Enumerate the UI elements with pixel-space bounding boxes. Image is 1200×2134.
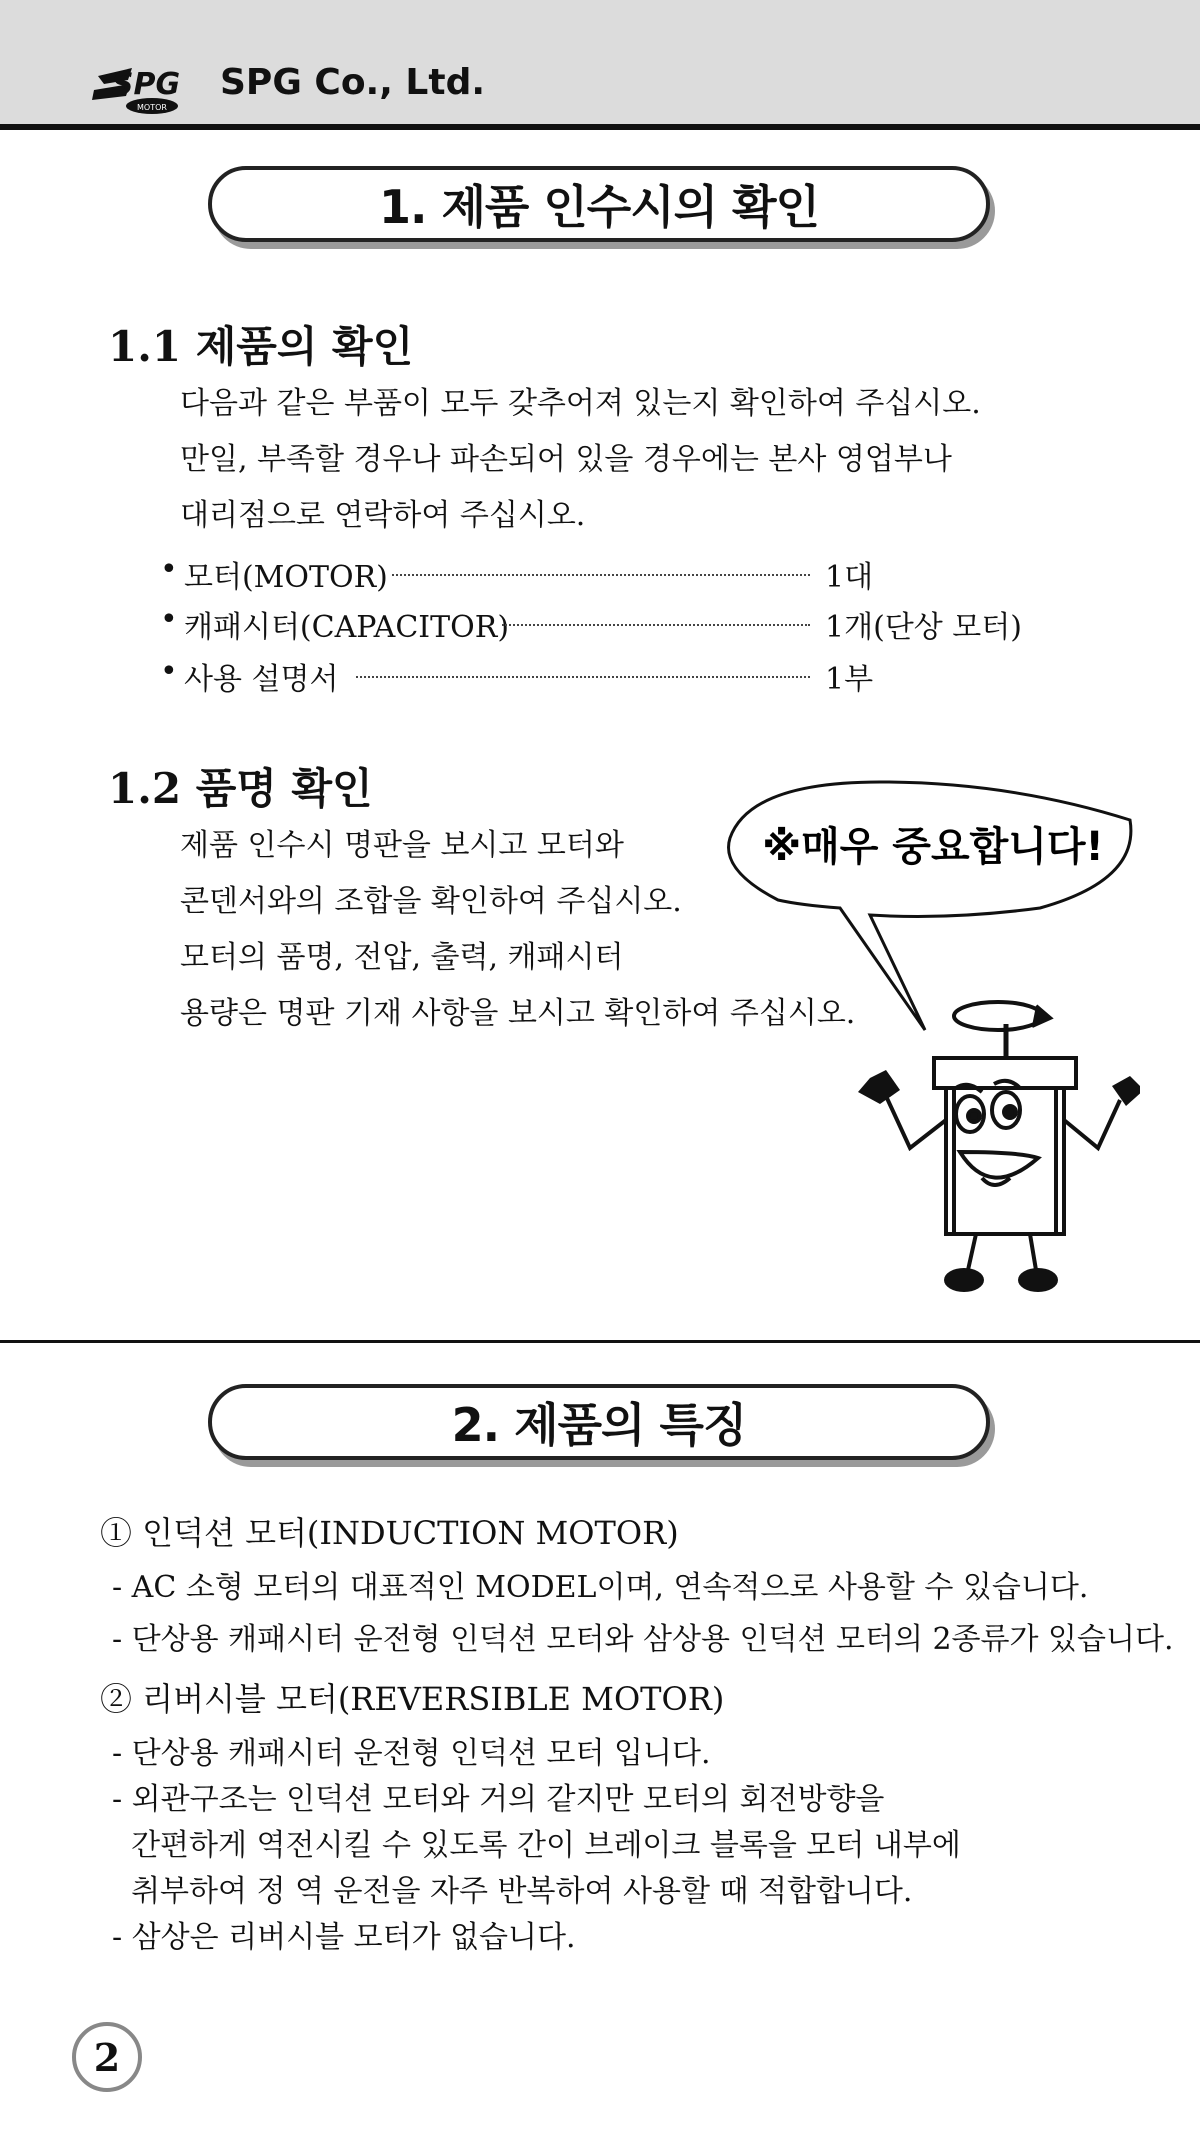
motor-mascot (886, 1058, 1120, 1270)
paragraph-line: 다음과 같은 부품이 모두 갖추어져 있는지 확인하여 주십시오. (180, 386, 981, 421)
leader-dots (356, 676, 810, 678)
item-qty: 1대 (825, 560, 874, 595)
item-qty: 1부 (825, 662, 874, 697)
paragraph-line: 만일, 부족할 경우나 파손되어 있을 경우에는 본사 영업부나 (180, 442, 952, 477)
feature-line: - AC 소형 모터의 대표적인 MODEL이며, 연속적으로 사용할 수 있습니다. (112, 1570, 1089, 1605)
feature-line: - 단상용 캐패시터 운전형 인덕션 모터 입니다. (112, 1736, 711, 1771)
subsection-1-1-text (180, 376, 981, 544)
bullet-icon: • (160, 654, 178, 689)
feature-line: 취부하여 정 역 운전을 자주 반복하여 사용할 때 적합합니다. (112, 1874, 913, 1909)
paragraph-line: 콘덴서와의 조합을 확인하여 주십시오. (180, 884, 682, 919)
spg-logo (92, 60, 200, 116)
list-item (160, 552, 1040, 602)
section2-title: 2. 제품의 특징 (451, 1398, 747, 1452)
section-divider (0, 1340, 1200, 1343)
bullet-icon: • (160, 552, 178, 587)
feature-reversible (100, 1674, 961, 1958)
list-item (160, 654, 1040, 704)
section2-title-banner (208, 1384, 990, 1460)
feature-line: 간편하게 역전시킬 수 있도록 간이 브레이크 블록을 모터 내부에 (112, 1828, 961, 1863)
item-name: 모터(MOTOR) (184, 560, 388, 595)
section1-title: 1. 제품 인수시의 확인 (378, 180, 819, 234)
logo-text: SPG (111, 67, 181, 102)
company-name: SPG Co., Ltd. (220, 62, 486, 103)
paragraph-line: 용량은 명판 기재 사항을 보시고 확인하여 주십시오. (180, 996, 856, 1031)
feature-title: ① 인덕션 모터(INDUCTION MOTOR) (100, 1514, 679, 1552)
feature-line: - 단상용 캐패시터 운전형 인덕션 모터와 삼상용 인덕션 모터의 2종류가 있습니다. (112, 1622, 1174, 1657)
paragraph-line: 대리점으로 연락하여 주십시오. (180, 498, 586, 533)
bullet-icon: • (160, 602, 178, 637)
rotation-arrow-icon (954, 1002, 1050, 1030)
section1-title-banner (208, 166, 990, 242)
speech-bubble (729, 782, 1131, 1030)
leader-dots (502, 624, 810, 626)
paragraph-line: 모터의 품명, 전압, 출력, 캐패시터 (180, 940, 624, 975)
subsection-1-2-heading: 1.2 품명 확인 (108, 764, 373, 813)
item-name: 사용 설명서 (184, 662, 339, 697)
item-name: 캐패시터(CAPACITOR) (184, 610, 510, 645)
logo-sub-text: MOTOR (137, 103, 167, 112)
subsection-1-1-heading: 1.1 제품의 확인 (108, 322, 414, 371)
leader-dots (392, 574, 810, 576)
item-qty: 1개(단상 모터) (825, 610, 1022, 645)
feature-induction (100, 1508, 1173, 1666)
feature-line: - 외관구조는 인덕션 모터와 거의 같지만 모터의 회전방향을 (112, 1782, 885, 1817)
mascot-illustration (720, 780, 1140, 1300)
feature-title: ② 리버시블 모터(REVERSIBLE MOTOR) (100, 1680, 725, 1718)
feature-line: - 삼상은 리버시블 모터가 없습니다. (112, 1920, 576, 1955)
page-header (0, 0, 1200, 130)
paragraph-line: 제품 인수시 명판을 보시고 모터와 (180, 828, 624, 863)
list-item (160, 602, 1040, 652)
page-number: 2 (72, 2022, 142, 2092)
bubble-text: ※매우 중요합니다! (762, 824, 1104, 870)
